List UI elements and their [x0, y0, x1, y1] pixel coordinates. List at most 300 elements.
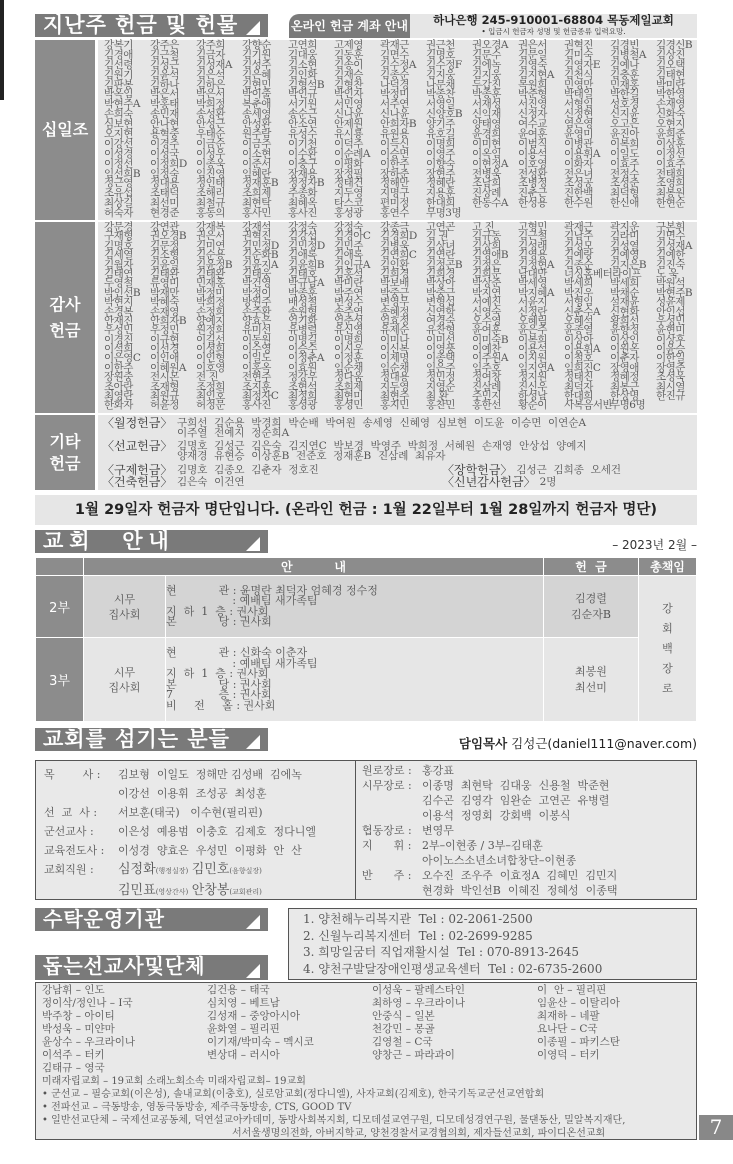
- category-building: 〈건축헌금〉: [102, 475, 173, 489]
- donor-name: 두갑진: [472, 78, 501, 91]
- donor-name: 노 욱: [656, 267, 679, 280]
- donor-name: 박준형: [518, 88, 547, 101]
- donor-name: 김태완: [196, 267, 225, 280]
- donor-name: 최봉근: [610, 380, 639, 393]
- donor-name: 조지훈: [242, 380, 271, 393]
- donor-name: 김명호: [104, 239, 133, 252]
- donor-name: 박보배: [380, 277, 409, 290]
- donor-name: 심보현: [104, 118, 133, 131]
- donor-name: 신나윤: [334, 108, 363, 121]
- donor-name: 윤여훈: [472, 324, 501, 337]
- donor-name: 이명희: [426, 137, 455, 150]
- donor-name: 최정자C: [242, 390, 279, 403]
- donor-name: 김경아C: [334, 230, 371, 243]
- donor-name: 이금순: [196, 137, 225, 150]
- donor-name: 오혜석: [564, 314, 593, 327]
- online-offering-label: 온라인 헌금 계좌 안내: [289, 14, 410, 38]
- donor-name: 구본휘: [656, 221, 685, 233]
- missionary-item: 이성욱 – 팔레스타인: [372, 984, 466, 996]
- donor-name: 서민영: [334, 98, 363, 111]
- donor-name: 김면수: [656, 230, 685, 243]
- donor-name: 이순례A: [334, 147, 371, 160]
- donor-name: 최상길: [104, 197, 133, 210]
- donor-name: 조성욱: [656, 371, 685, 384]
- donor-name: 박태일: [564, 88, 593, 101]
- corner-triangle-icon: [246, 537, 260, 551]
- names-line: 2명: [539, 476, 557, 488]
- servant-row: [44, 822, 355, 841]
- donor-name: 유미선: [242, 324, 271, 337]
- donor-name: 이시우: [334, 343, 363, 356]
- corner-triangle-icon: [246, 915, 260, 929]
- donor-name: 김면수: [380, 48, 409, 61]
- donor-name: 김하나: [150, 78, 179, 91]
- servant-names: 오수진 조우주 이효정A 김혜민 김민지: [422, 869, 618, 882]
- donor-name: 김남주: [564, 230, 593, 243]
- donor-name: 박중근: [426, 286, 455, 299]
- donor-name: 이강선: [104, 137, 133, 150]
- donor-name: 서재성: [472, 98, 501, 111]
- donor-name: 김성래: [518, 239, 547, 252]
- donor-name: 이경진: [104, 333, 133, 346]
- donor-name: 안재진: [104, 314, 133, 327]
- donor-name: 이선경: [150, 343, 179, 356]
- donor-name: 이복희: [518, 333, 547, 346]
- church-info-table: [35, 557, 697, 722]
- donor-name: 김오택: [656, 58, 685, 71]
- donor-name: 양효은: [242, 314, 271, 327]
- missionary-item: 강남휘 – 인도: [42, 984, 105, 996]
- missionary-item: 이종필 – 파키스탄: [537, 1036, 620, 1048]
- names-line: 김은숙 이건연: [177, 476, 245, 488]
- donor-name: 김윤희B: [288, 258, 325, 271]
- donor-name: 한진규: [656, 390, 685, 403]
- donor-name: 주민지: [472, 390, 501, 403]
- donor-name: 최시열: [656, 380, 685, 393]
- donor-name: 박종훈: [288, 286, 317, 299]
- donor-name: 신정자: [518, 108, 547, 121]
- donor-name: 안나현: [150, 118, 179, 131]
- donor-name: 안인섭: [656, 305, 685, 318]
- donor-name: 서형임: [564, 98, 593, 111]
- donor-name: 이성경: [104, 147, 133, 160]
- donor-name: 조아란: [104, 380, 133, 393]
- donor-name: 김충훈: [610, 68, 639, 81]
- donor-name: 김경신B: [656, 39, 693, 51]
- donor-name: 이일도: [242, 352, 271, 365]
- label-line: 기타: [49, 431, 81, 451]
- donor-name: 남대만: [518, 267, 547, 280]
- corner-triangle-icon: [246, 735, 260, 749]
- donor-name: 김영숙: [518, 58, 547, 71]
- staff-row: [44, 881, 355, 902]
- donor-name: 김성열: [610, 239, 639, 252]
- servant-row: [362, 778, 696, 793]
- donor-name: 임순채: [380, 361, 409, 374]
- donor-name: 이범직: [518, 137, 547, 150]
- donor-name: 진한백: [564, 187, 593, 200]
- donor-name: 지명구: [380, 187, 409, 200]
- donor-name: 이금주: [242, 137, 271, 150]
- servant-row: [44, 803, 355, 822]
- donor-name: 신춘수A: [564, 305, 601, 318]
- donor-name: 김인화: [288, 68, 317, 81]
- donor-name: 이종택: [426, 352, 455, 365]
- donor-name: 유제순: [380, 324, 409, 337]
- donor-name: 이규현: [150, 333, 179, 346]
- missionary-item: 윤화열 – 필리핀: [207, 1023, 280, 1035]
- donor-name: 오혜림: [518, 314, 547, 327]
- donor-name: 설재윤: [610, 296, 639, 309]
- label-line: 감사: [49, 294, 81, 314]
- missionary-item: 김성재 – 중앙아시아: [207, 1010, 301, 1022]
- donor-name: 김선령: [104, 58, 133, 71]
- servant-names: 이강선 이용휘 조성공 최성훈: [118, 787, 267, 800]
- missionary-item: 요나단 – C국: [537, 1023, 598, 1035]
- donor-name: 이종욱: [196, 157, 225, 170]
- servants-left: [36, 761, 356, 899]
- donor-name: 최현탁: [242, 197, 271, 210]
- donor-name: 최선미: [150, 197, 179, 210]
- donor-name: 안성근: [196, 118, 225, 131]
- duty-line: : 예배팀 새가족팀: [166, 594, 318, 607]
- donor-name: 전시몬: [150, 371, 179, 384]
- donor-name: 한대희: [564, 390, 593, 403]
- donor-name: 서진영: [518, 98, 547, 111]
- donor-name: 최혜옥: [288, 197, 317, 210]
- donor-name: 홍사진: [288, 207, 317, 220]
- donor-name: 송민재: [150, 108, 179, 121]
- donor-name: 전은녀: [564, 167, 593, 180]
- donor-name: 고연희: [288, 39, 317, 51]
- donor-name: 정여창: [472, 371, 501, 384]
- donor-name: 신지윤: [610, 108, 639, 121]
- donor-name: 강주희: [196, 39, 225, 51]
- donor-name: 한수원: [564, 197, 593, 210]
- donor-name: 이용휘A: [564, 343, 601, 356]
- donor-name: 조태덕: [150, 187, 179, 200]
- donor-name: 원정희: [196, 324, 225, 337]
- donor-name: 박미란: [334, 277, 363, 290]
- label-line: 헌금: [49, 453, 81, 473]
- section-title: 수탁운영기관: [43, 907, 165, 931]
- donor-name: 박중근: [380, 286, 409, 299]
- service-group: 시무 집사회: [84, 638, 166, 722]
- donor-name: 배성철: [288, 296, 317, 309]
- donor-name: 정혜란: [426, 177, 455, 190]
- donor-name: 유원용: [380, 128, 409, 141]
- mission-line: 미래자립교회 – 19교회 소래노회소속 미래자립교회– 19교회: [42, 1076, 306, 1087]
- servant-row: [44, 765, 355, 784]
- donor-name: 박규남A: [288, 277, 325, 290]
- servant-names: 김수곤 김영각 임완순 고연곤 유병렬: [422, 794, 610, 807]
- donor-name: 지용훈: [426, 187, 455, 200]
- donor-name: 김병욱: [380, 239, 409, 252]
- donor-name: 장영준: [656, 361, 685, 374]
- donor-name: 이준서: [242, 157, 271, 170]
- donor-name: 김종순: [564, 258, 593, 271]
- donor-name: 김민정D: [288, 239, 325, 252]
- donor-name: 김미숙: [564, 48, 593, 61]
- donor-name: 권혁진: [564, 39, 593, 51]
- donor-name: 손재영: [150, 305, 179, 318]
- donor-name: 김라미: [610, 230, 639, 243]
- donor-name: 이미나: [380, 333, 409, 346]
- donor-name: 왕희선: [610, 314, 639, 327]
- donor-name: 김경빈: [610, 39, 639, 51]
- donor-name: 김수정A: [380, 58, 417, 71]
- missionary-item: 김건용 – 태국: [207, 984, 270, 996]
- donor-name: 강정숙: [288, 221, 317, 233]
- donor-name: 박희정: [196, 98, 225, 111]
- servant-role: 교회직원 :: [44, 863, 98, 876]
- other-offering-label: [35, 415, 95, 490]
- donor-name: 우성민: [656, 314, 685, 327]
- donor-name: 강재복: [196, 221, 225, 233]
- category-scholarship: 〈장학헌금〉: [442, 463, 513, 477]
- mission-line: • 일반선교단체 – 국제선교공동체, 덕연설교아카데미, 동방사회복지회, 디모데설교연구원, 디모데성경연구원, 물댄동산, 밀알복지재단,: [42, 1115, 626, 1126]
- missionary-item: 정이삭/정인나 – I국: [42, 997, 133, 1009]
- donor-name: 류영미: [150, 277, 179, 290]
- donor-name: 조성공: [564, 177, 593, 190]
- donor-name: 서윤지: [518, 296, 547, 309]
- service-name: 2부: [36, 576, 84, 638]
- donor-name: 박이출: [242, 88, 271, 101]
- duty-line: 7 층 : 권사회: [166, 688, 272, 701]
- donor-name: 이일도: [610, 147, 639, 160]
- donor-name: 전병욱: [472, 167, 501, 180]
- donor-name: 김강섭: [288, 230, 317, 243]
- donor-name: 최 환: [426, 390, 449, 403]
- section-title: 지난주 헌금 및 헌물: [43, 13, 239, 37]
- donor-name: 서예진: [472, 296, 501, 309]
- donor-name: 정정자B: [288, 177, 325, 190]
- donor-name: 박현지: [104, 296, 133, 309]
- agency-item: 2. 신월누리복지센터 Tel : 02-2699-9285: [303, 928, 533, 943]
- donor-name: 강복기: [104, 39, 133, 51]
- donor-name: 이성우: [196, 147, 225, 160]
- donor-name: 김민정D: [242, 239, 279, 252]
- label-line: 헌금: [49, 320, 81, 340]
- donor-name: 손주환: [242, 305, 271, 318]
- donor-name: 조영희: [656, 177, 685, 190]
- donor-name: 이인형: [196, 352, 225, 365]
- donor-name: 조남희: [472, 177, 501, 190]
- donor-name: 정강우: [288, 371, 317, 384]
- servant-names: 2부–이현종 / 3부–김태훈: [422, 839, 543, 852]
- donor-name: 무명3명: [426, 207, 462, 220]
- church-info-banner: [35, 530, 268, 553]
- donor-name: 임정숙: [150, 167, 179, 180]
- missionary-item: 최재하 – 네팔: [537, 1010, 600, 1022]
- donor-name: 권근천: [426, 39, 455, 51]
- donor-name: 김예랑: [564, 249, 593, 262]
- donor-name: 김규동: [472, 230, 501, 243]
- donor-name: 조유섭: [104, 187, 133, 200]
- donor-name: 이신복: [380, 343, 409, 356]
- missionary-item: 박성욱 – 미얀마: [42, 1023, 115, 1035]
- donor-name: 임지연A: [518, 361, 555, 374]
- missionary-item: 임윤산 – 이탈리아: [537, 997, 620, 1009]
- servant-row: [362, 823, 696, 838]
- donor-name: 홍사민: [242, 207, 271, 220]
- missionary-item: 이 안 – 필리핀: [537, 984, 607, 996]
- donor-name: 정다움: [334, 371, 363, 384]
- servant-names: 아이노스소년소녀합창단–이현종: [422, 854, 577, 867]
- missionary-item: 이기재/박미숙 – 멕시코: [207, 1036, 314, 1048]
- service-lines: [166, 576, 544, 638]
- donor-name: 오수영: [472, 314, 501, 327]
- donor-name: 안희자B: [150, 314, 187, 327]
- donor-name: 박원석: [656, 277, 685, 290]
- donor-name: 고제영: [334, 39, 363, 51]
- info-date: – 2023년 2월 –: [612, 538, 697, 552]
- donor-name: 김애록: [288, 249, 317, 262]
- donor-name: 서영일: [426, 98, 455, 111]
- donor-name: 윤현미: [656, 324, 685, 337]
- missionary-item: 이석주 – 터키: [42, 1049, 105, 1061]
- donor-name: 이미선: [426, 333, 455, 346]
- donor-name: 곽재근: [380, 39, 409, 51]
- donor-name: 이예찬: [472, 343, 501, 356]
- donor-name: 유호길: [426, 128, 455, 141]
- servant-row: [362, 883, 696, 898]
- donor-name: 안성환: [242, 118, 271, 131]
- donor-name: 조현석: [288, 380, 317, 393]
- staff-role: (음향실장): [229, 867, 262, 875]
- account-number: 하나은행 245-910001-68804 목동제일교회: [433, 13, 674, 27]
- donor-name: 김소현: [288, 58, 317, 71]
- thanks-offering-label: [35, 222, 95, 413]
- donor-name: 김상희: [472, 239, 501, 252]
- donor-name: 강정숙: [334, 221, 363, 233]
- donor-name: 윤경희: [472, 128, 501, 141]
- donor-name: 송주연: [334, 305, 363, 318]
- donor-name: 이정선: [104, 157, 133, 170]
- service-offering: 김경렬 김순자B: [544, 576, 639, 638]
- donor-name: 이혜원A: [150, 361, 187, 374]
- donor-name: 신화숙: [656, 108, 685, 121]
- donor-name: 최현주: [380, 390, 409, 403]
- names-line: 김성근 김희종 오세건: [516, 464, 622, 476]
- donor-name: 이제명: [380, 352, 409, 365]
- donor-name: 김영용: [518, 249, 547, 262]
- donor-name: 허윤정: [150, 399, 179, 412]
- service-group: 시무 집사회: [84, 576, 166, 638]
- donor-name: 이효주: [610, 157, 639, 170]
- donor-name: 이정선: [656, 147, 685, 160]
- donor-name: 고연곤: [426, 221, 455, 233]
- donor-name: 지두영: [334, 187, 363, 200]
- donor-name: 유병렬: [288, 324, 317, 337]
- donor-name: 김하은: [196, 78, 225, 91]
- senior-pastor-label: 담임목사: [458, 736, 508, 751]
- donor-name: 최원규: [150, 390, 179, 403]
- donor-name: 사복음서반: [564, 399, 613, 412]
- service-name: 3부: [36, 638, 84, 722]
- donor-name: 김형찬: [334, 78, 363, 91]
- duty-line: 본 당 : 권사회: [166, 615, 272, 628]
- donor-name: 조희제: [334, 380, 363, 393]
- donor-name: 김희경: [426, 267, 455, 280]
- donor-name: 민재홍: [196, 277, 225, 290]
- donor-name: 이한일: [656, 352, 685, 365]
- donor-name: 곽재근: [564, 221, 593, 233]
- donor-name: 박상아: [426, 277, 455, 290]
- donor-name: 이용석: [518, 343, 547, 356]
- donor-name: 조정희: [196, 380, 225, 393]
- donor-name: 방원주: [242, 296, 271, 309]
- header-leader: 총책임: [639, 558, 697, 576]
- donor-name: 윤향정: [610, 324, 639, 337]
- donor-name: 이성희: [196, 343, 225, 356]
- donor-name: 권은서: [196, 230, 225, 243]
- donor-name: 권혁진: [242, 230, 271, 243]
- service-offering: 최봉원 최선미: [544, 638, 639, 722]
- donor-name: 장재용: [288, 167, 317, 180]
- donor-name: 이춘자: [610, 352, 639, 365]
- donor-name: 김천식: [564, 68, 593, 81]
- donor-name: 박인규: [288, 88, 317, 101]
- donor-name: 이성국: [150, 147, 179, 160]
- donor-name: 김태연: [104, 267, 133, 280]
- donor-name: 이소현: [242, 147, 271, 160]
- donor-name: 김연란: [426, 249, 455, 262]
- donor-name: 권은서: [518, 39, 547, 51]
- donor-name: 변형섭: [426, 296, 455, 309]
- donor-name: 김성모: [564, 239, 593, 252]
- account-note: • 입금시 헌금자 성명 및 헌금종류 입력요망.: [481, 27, 626, 36]
- donor-name: 임순채: [334, 361, 363, 374]
- servant-row: [362, 868, 696, 883]
- duty-line: : 예배팀 새가족팀: [166, 656, 318, 670]
- donor-name: 김윤석: [150, 68, 179, 81]
- donor-name: 박은서: [196, 88, 225, 101]
- donor-name: 김소형: [150, 249, 179, 262]
- donor-name: 박혜숙: [150, 296, 179, 309]
- donor-name: 손재영: [656, 98, 685, 111]
- donor-name: 김원기: [104, 68, 133, 81]
- donor-name: 김송이: [334, 58, 363, 71]
- donor-name: 이상후: [656, 333, 685, 346]
- donor-name: 김기원: [242, 48, 271, 61]
- donor-name: 조해리: [196, 187, 225, 200]
- donor-name: 김윤정B: [196, 258, 233, 271]
- donor-name: 한현순: [656, 197, 685, 210]
- donor-name: 김성재A: [196, 58, 233, 71]
- donor-name: 염은영: [564, 118, 593, 131]
- donor-name: 김연희C: [380, 249, 417, 262]
- donor-name: 이효주: [656, 157, 685, 170]
- missionary-item: 천강민 – 몽골: [372, 1023, 435, 1035]
- donor-name: 한신애: [610, 197, 639, 210]
- donor-name: 이철호: [564, 352, 593, 365]
- donor-name: 고형민: [518, 221, 547, 233]
- names-line: 김명호 김종오 김춘자 정호진: [177, 464, 319, 476]
- missionary-item: 심치영 – 베트남: [207, 997, 280, 1009]
- donor-name: 신양호B: [426, 108, 463, 121]
- donor-name: 김경희D: [380, 230, 417, 243]
- donor-name: 이수영: [242, 343, 271, 356]
- donor-name: 이승면: [380, 147, 409, 160]
- staff-name: 김민표: [118, 883, 156, 898]
- donor-name: 강향순: [242, 39, 271, 51]
- donor-name: 홍찬민: [426, 399, 455, 412]
- donor-name: 이호영: [518, 157, 547, 170]
- senior-pastor: [400, 734, 697, 752]
- donor-name: 정대용: [380, 371, 409, 384]
- donor-name: 박정이: [242, 286, 271, 299]
